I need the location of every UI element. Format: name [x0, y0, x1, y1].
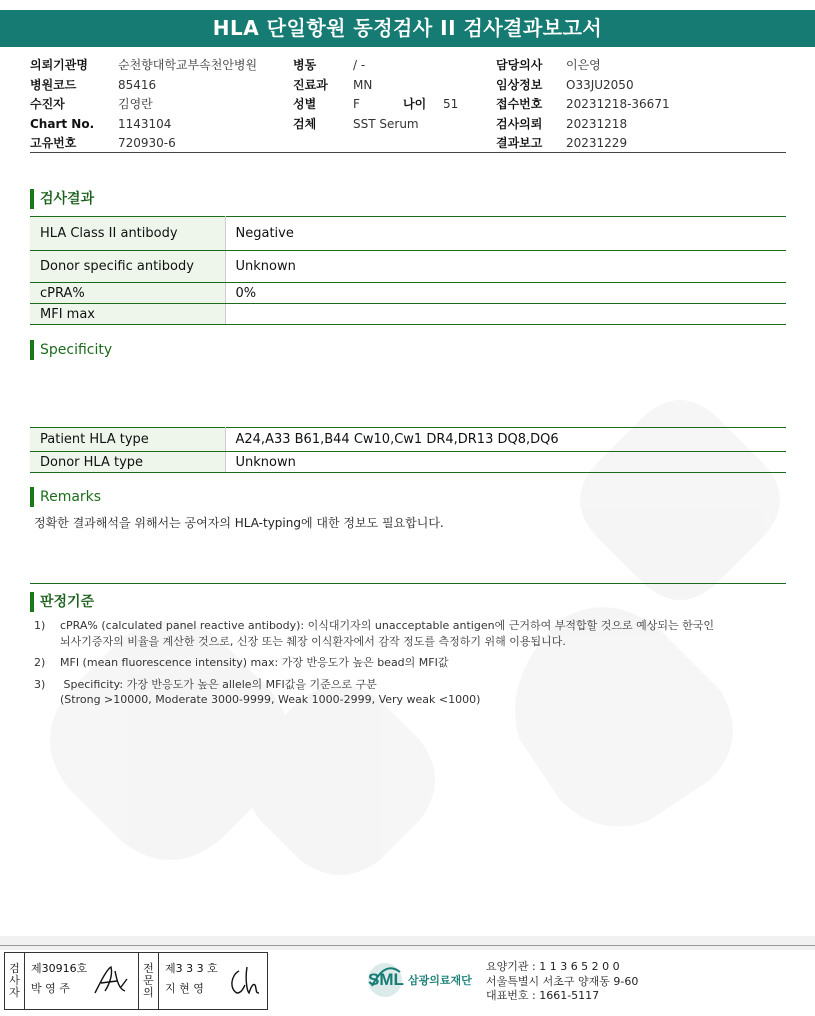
info-label: 고유번호: [30, 136, 77, 150]
criteria-item: [34, 655, 774, 671]
examiner-signature: [91, 961, 131, 1001]
info-value: MN: [353, 77, 373, 92]
info-value: O33JU2050: [566, 77, 634, 92]
table-row: [30, 452, 786, 473]
info-label: 의뢰기관명: [30, 58, 88, 72]
info-label: 검체: [293, 116, 317, 131]
info-label: Chart No.: [30, 116, 95, 131]
info-label: 결과보고: [496, 136, 543, 150]
corp-line: 대표번호 : 1661-5117: [486, 989, 600, 1002]
header-divider: [30, 152, 786, 153]
info-value: 720930-6: [118, 136, 176, 150]
examiner-license: 제30916호: [31, 962, 88, 975]
results-section-title: 검사결과: [30, 189, 94, 209]
specificity-table: [30, 427, 786, 473]
criteria-line: (Strong >10000, Moderate 3000-9999, Weak 1000-2999, Very weak <1000): [60, 693, 481, 706]
info-value: 이은영: [566, 58, 601, 72]
corp-line: 서울특별시 서초구 양재동 9-60: [486, 974, 639, 988]
criteria-section-title: 판정기준: [30, 592, 94, 612]
info-value: 20231229: [566, 136, 628, 150]
info-label: 검사의뢰: [496, 116, 543, 131]
info-label: 병동: [293, 58, 317, 72]
footer-band: [0, 936, 815, 950]
result-value: 0%: [225, 283, 786, 304]
criteria-divider: [30, 583, 786, 584]
info-label: 성별: [293, 97, 317, 111]
result-label: HLA Class II antibody: [30, 217, 225, 251]
criteria-number: 2): [34, 656, 46, 669]
info-value: / -: [353, 58, 366, 72]
info-value: 85416: [118, 77, 157, 92]
info-value: SST Serum: [353, 116, 419, 131]
specialist-cell: [159, 953, 267, 1009]
info-value: 51: [443, 97, 459, 111]
info-label: 진료과: [293, 77, 328, 92]
info-label: 임상정보: [496, 77, 543, 92]
criteria-number: 1): [34, 619, 46, 632]
results-table: [30, 216, 786, 325]
info-label: 담당의사: [496, 58, 543, 72]
info-label: 병원코드: [30, 77, 77, 92]
table-row: [30, 428, 786, 452]
signature-box: [4, 952, 268, 1010]
examiner-label-char: 사: [9, 974, 20, 987]
criteria-list: [34, 618, 774, 713]
table-row: [30, 304, 786, 325]
specificity-section-title: Specificity: [30, 340, 112, 360]
remarks-section-title: Remarks: [30, 487, 101, 507]
patient-info-col3: [496, 56, 670, 154]
corp-line: 요양기관 : 1 1 3 6 5 2 0 0: [486, 960, 620, 973]
logo-subtitle: 삼광의료재단: [408, 974, 472, 987]
criteria-line: MFI (mean fluorescence intensity) max: 가장 반응도가 높은 bead의 MFI값: [60, 656, 449, 669]
remarks-text: 정확한 결과해석을 위해서는 공여자의 HLA-typing에 대한 정보도 필요합니다.: [34, 516, 444, 530]
criteria-item: [34, 618, 774, 649]
patient-info-col2: [293, 56, 458, 134]
info-value: 20231218: [566, 116, 628, 131]
info-value: F: [353, 97, 360, 111]
specialist-label: [139, 953, 159, 1009]
sml-logo: [366, 958, 484, 1002]
result-value: [225, 304, 786, 325]
specialist-license: 제3 3 3 호: [165, 962, 218, 975]
criteria-item: [34, 677, 774, 708]
info-value: 김영란: [118, 97, 153, 111]
info-label: 수진자: [30, 97, 65, 111]
info-value: 20231218-36671: [566, 97, 670, 111]
criteria-line: 뇌사기증자의 비율을 계산한 것으로, 신장 또는 췌장 이식환자에서 감작 정도를 측정하기 위해 이용됩니다.: [60, 634, 566, 648]
table-row: [30, 251, 786, 283]
info-label: 나이: [403, 97, 427, 111]
specialist-signature: [225, 963, 265, 1001]
criteria-number: 3): [34, 677, 46, 691]
examiner-label-char: 검: [9, 962, 20, 975]
result-label: MFI max: [30, 304, 225, 325]
criteria-line: cPRA% (calculated panel reactive antibody): 이식대기자의 unacceptable antigen에 근거하여 부적합할 것으로 예상되는 한국인: [60, 619, 714, 632]
result-label: Donor specific antibody: [30, 251, 225, 283]
result-value: Negative: [225, 217, 786, 251]
examiner-name: 박 영 주: [31, 982, 70, 995]
table-row: [30, 217, 786, 251]
specificity-value: Unknown: [225, 452, 786, 473]
specificity-label: Patient HLA type: [30, 428, 225, 452]
footer-divider: [0, 945, 815, 946]
result-value: Unknown: [225, 251, 786, 283]
criteria-line: Specificity: 가장 반응도가 높은 allele의 MFI값을 기준으로 구분: [60, 677, 377, 691]
result-label: cPRA%: [30, 283, 225, 304]
table-row: [30, 283, 786, 304]
specialist-label-char: 의: [143, 986, 154, 999]
examiner-cell: [25, 953, 139, 1009]
info-value: 1143104: [118, 116, 172, 131]
info-value: 순천향대학교부속천안병원: [118, 58, 258, 72]
examiner-label: [5, 953, 25, 1009]
info-label: 접수번호: [496, 97, 543, 111]
patient-info-col1: [30, 56, 257, 154]
report-title: HLA 단일항원 동정검사 II 검사결과보고서: [0, 10, 815, 47]
examiner-label-char: 자: [9, 986, 20, 999]
specificity-label: Donor HLA type: [30, 452, 225, 473]
specialist-label-char: 전: [143, 962, 154, 975]
specialist-label-char: 문: [143, 974, 154, 987]
corp-info: [486, 960, 638, 1004]
specificity-value: A24,A33 B61,B44 Cw10,Cw1 DR4,DR13 DQ8,DQ6: [225, 428, 786, 452]
logo-text: SML: [368, 970, 404, 989]
specialist-name: 지 현 영: [165, 982, 204, 995]
